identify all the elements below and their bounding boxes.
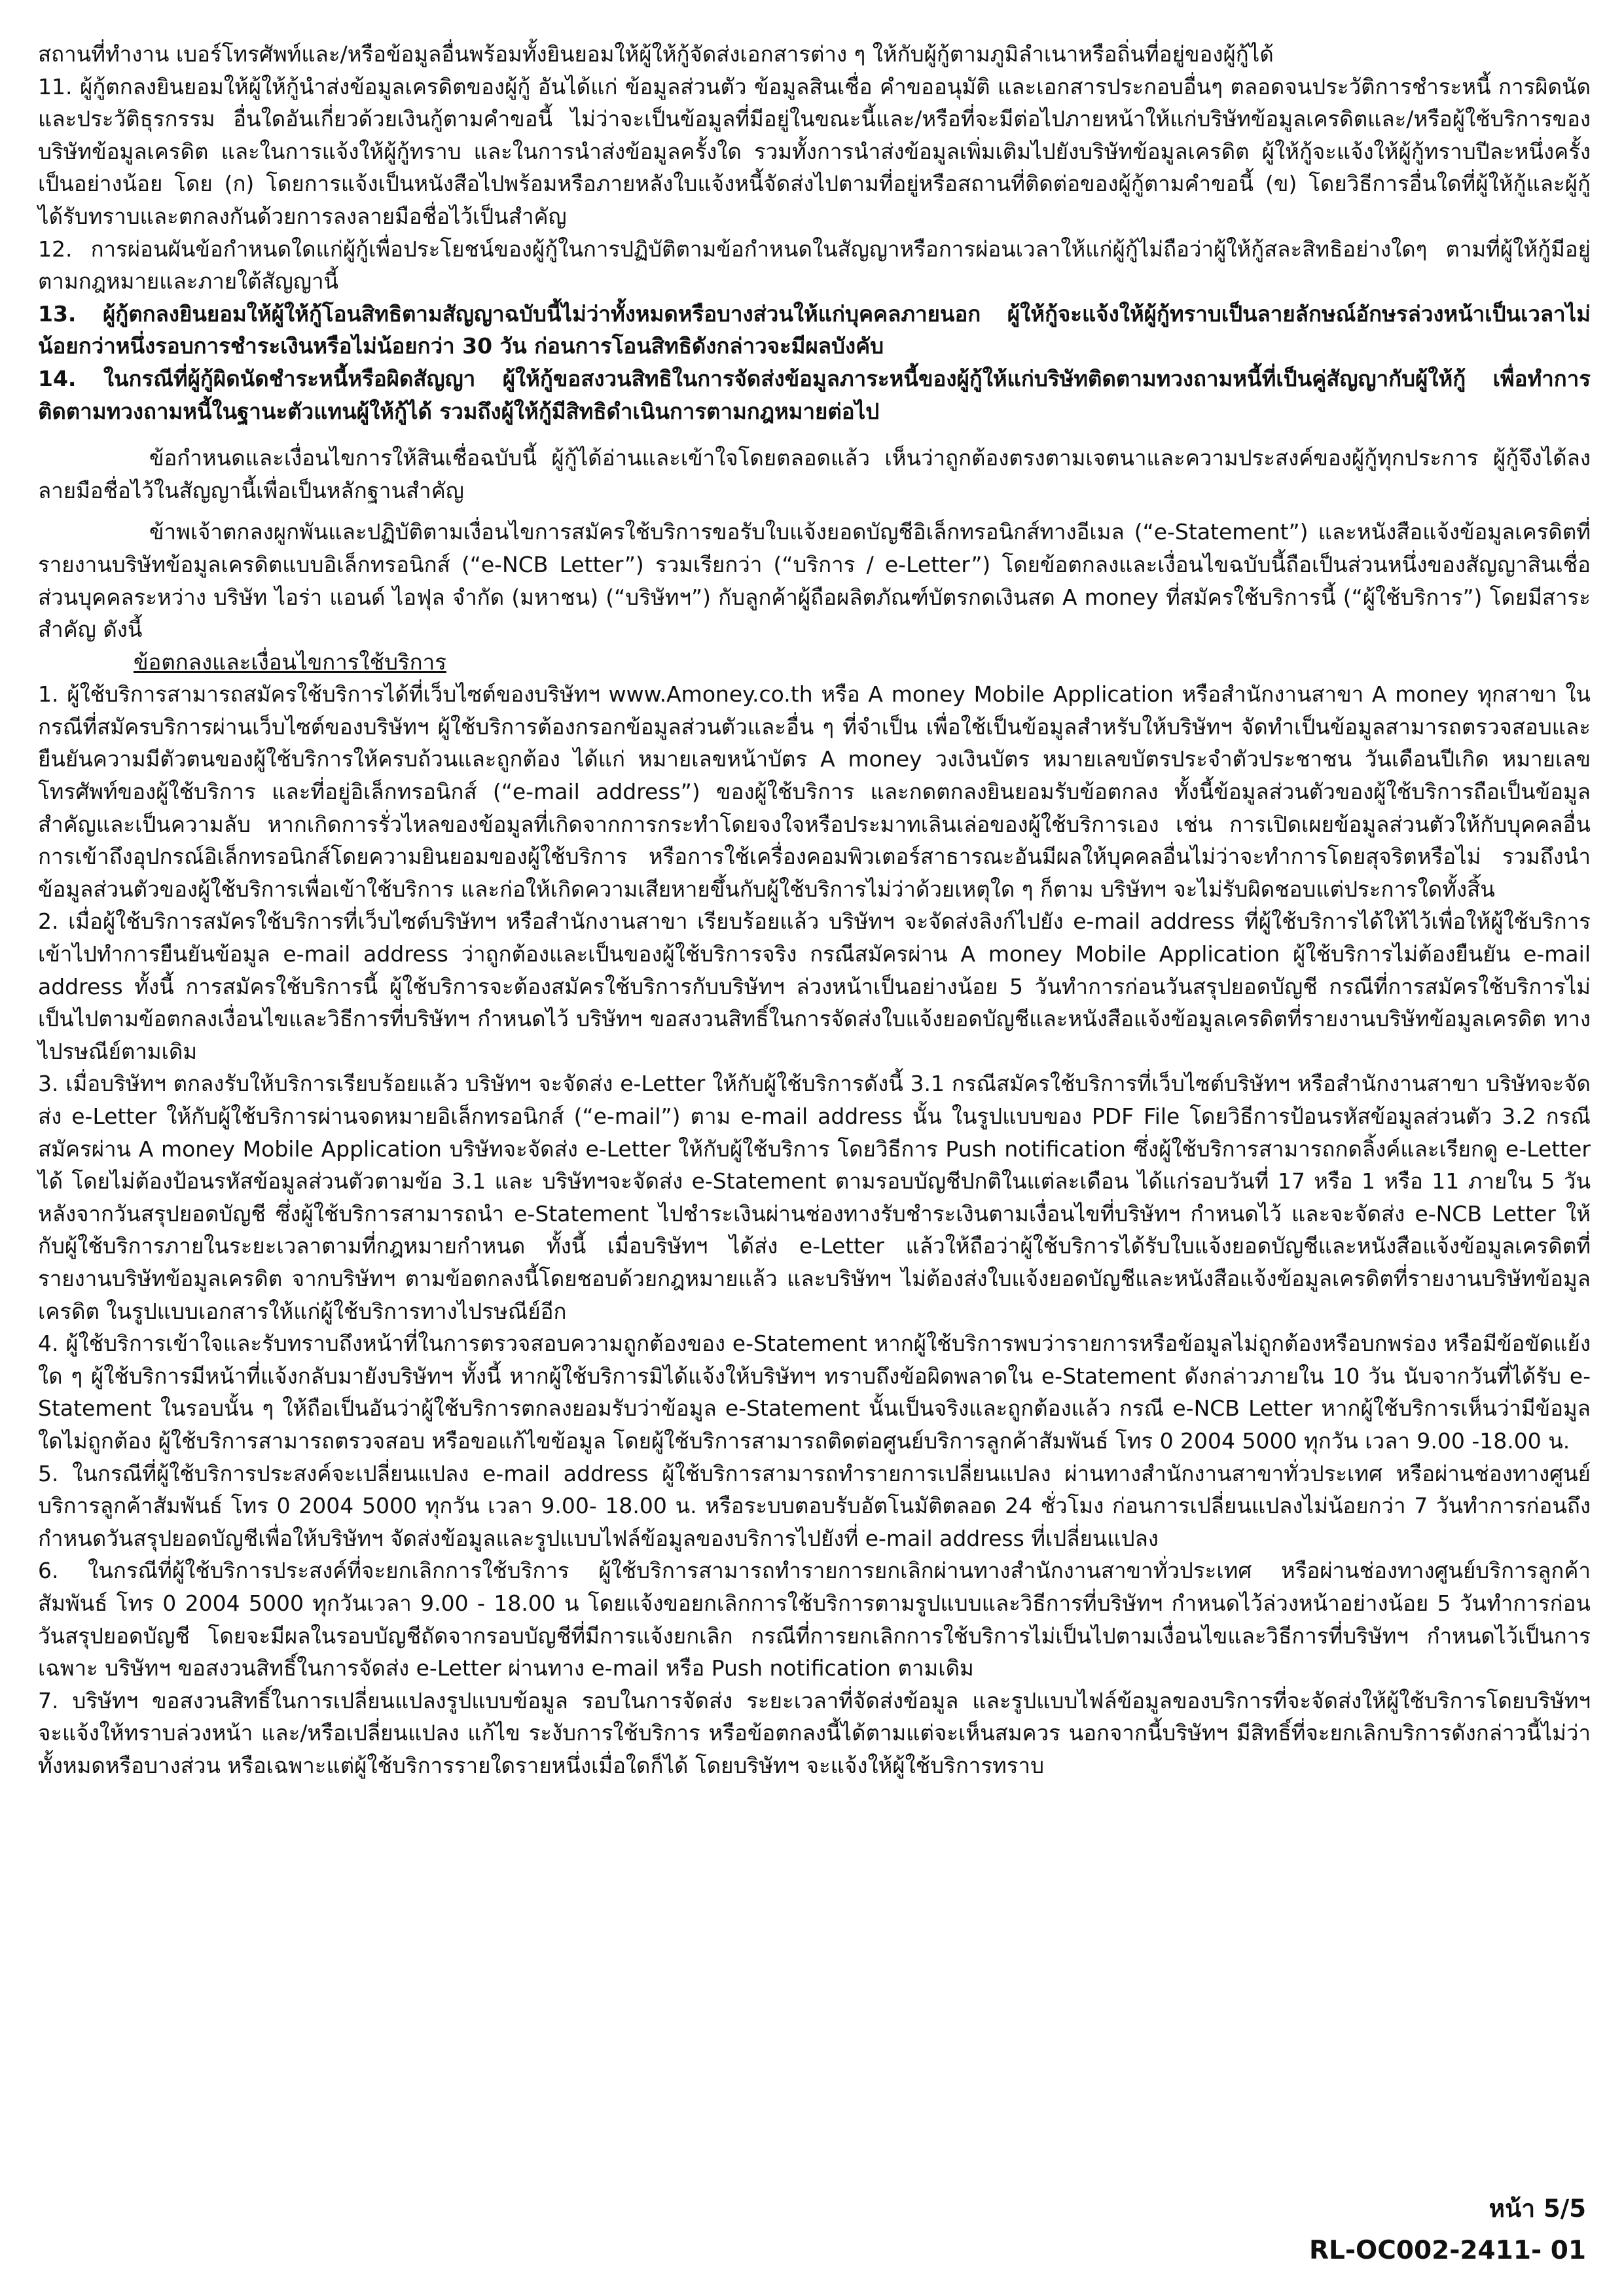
clause-13: 13. ผู้กู้ตกลงยินยอมให้ผู้ให้กู้โอนสิทธิตามสัญญาฉบับนี้ไม่ว่าทั้งหมดหรือบางส่วนให้แก่บุคคลภายนอก ผู้ให้กู้จะแจ้งให้ผู้กู้ทราบเป็นลายลักษณ์อักษรล่วงหน้าเป็นเวลาไม่น้อยกว่าหนึ่งรอบการชำระเงินหรือไม่น้อยกว่า 30 วัน ก่อนการโอนสิทธิดังกล่าวจะมีผลบังคับ xyxy=(38,300,1591,359)
clause-11: 11. ผู้กู้ตกลงยินยอมให้ผู้ให้กู้นำส่งข้อมูลเครดิตของผู้กู้ อันได้แก่ ข้อมูลส่วนตัว ข้อมูลสินเชื่อ คำขออนุมัติ และเอกสารประกอบอื่นๆ ตลอดจนประวัติการชำระหนี้ การผิดนัด และประวัติธุรกรรม อื่นใดอันเกี่ยวด้วยเงินกู้ตามคำขอนี้ ไม่ว่าจะเป็นข้อมูลที่มีอยู่ในขณะนี้และ/หรือที่จะมีต่อไปภายหน้าให้แก่บริษัทข้อมูลเครดิตและ/หรือผู้ใช้บริการของบริษัทข้อมูลเครดิต และในการแจ้งให้ผู้กู้ทราบ และในการนำส่งข้อมูลครั้งใด รวมทั้งการนำส่งข้อมูลเพิ่มเติมไปยังบริษัทข้อมูลเครดิต ผู้ให้กู้จะแจ้งให้ผู้กู้ทราบปีละหนึ่งครั้งเป็นอย่างน้อย โดย (ก) โดยการแจ้งเป็นหนังสือไปพร้อมหรือภายหลังใบแจ้งหนี้จัดส่งไปตามที่อยู่หรือสถานที่ติดต่อของผู้กู้ตามคำขอนี้ (ข) โดยวิธีการอื่นใดที่ผู้ให้กู้และผู้กู้ได้รับทราบและตกลงกันด้วยการลงลายมือชื่อไว้เป็นสำคัญ xyxy=(38,73,1591,229)
term-7: 7. บริษัทฯ ขอสงวนสิทธิ์ในการเปลี่ยนแปลงรูปแบบข้อมูล รอบในการจัดส่ง ระยะเวลาที่จัดส่งข้อมูล และรูปแบบไฟล์ข้อมูลของบริการที่จะจัดส่งให้ผู้ใช้บริการโดยบริษัทฯ จะแจ้งให้ทราบล่วงหน้า และ/หรือเปลี่ยนแปลง แก้ไข ระงับการใช้บริการ หรือข้อตกลงนี้ได้ตามแต่จะเห็นสมควร นอกจากนี้บริษัทฯ มีสิทธิ์ที่จะยกเลิกบริการดังกล่าวนี้ไม่ว่าทั้งหมดหรือบางส่วน หรือเฉพาะแต่ผู้ใช้บริการรายใดรายหนึ่งเมื่อใดก็ได้ โดยบริษัทฯ จะแจ้งให้ผู้ใช้บริการทราบ xyxy=(38,1687,1591,1778)
term-1: 1. ผู้ใช้บริการสามารถสมัครใช้บริการได้ที่เว็บไซต์ของบริษัทฯ www.Amoney.co.th หรือ A money Mobile Application หรือสำนักงานสาขา A money ทุกสาขา ในกรณีที่สมัครบริการผ่านเว็บไซต์ของบริษัทฯ ผู้ใช้บริการต้องกรอกข้อมูลส่วนตัวและอื่น ๆ ที่จำเป็น เพื่อใช้เป็นข้อมูลสำหรับให้บริษัทฯ จัดทำเป็นข้อมูลสามารถตรวจสอบและยืนยันความมีตัวตนของผู้ใช้บริการให้ครบถ้วนและถูกต้อง ได้แก่ หมายเลขหน้าบัตร A money วงเงินบัตร หมายเลขบัตรประจำตัวประชาชน วันเดือนปีเกิด หมายเลขโทรศัพท์ของผู้ใช้บริการ และที่อยู่อิเล็กทรอนิกส์ (“e-mail address”) ของผู้ใช้บริการ และกดตกลงยินยอมรับข้อตกลง ทั้งนี้ข้อมูลส่วนตัวของผู้ใช้บริการถือเป็นข้อมูลสำคัญและเป็นความลับ หากเกิดการรั่วไหลของข้อมูลที่เกิดจากการกระทำโดยจงใจหรือประมาทเลินเล่อของผู้ใช้บริการเอง เช่น การเปิดเผยข้อมูลส่วนตัวให้กับบุคคลอื่น การเข้าถึงอุปกรณ์อิเล็กทรอนิกส์โดยความยินยอมของผู้ใช้บริการ หรือการใช้เครื่องคอมพิวเตอร์สาธารณะอันมีผลให้บุคคลอื่นไม่ว่าจะทำการโดยสุจริตหรือไม่ รวมถึงนำข้อมูลส่วนตัวของผู้ใช้บริการเพื่อเข้าใช้บริการ และก่อให้เกิดความเสียหายขึ้นกับผู้ใช้บริการไม่ว่าด้วยเหตุใด ๆ ก็ตาม บริษัทฯ จะไม่รับผิดชอบแต่ประการใดทั้งสิ้น xyxy=(38,681,1591,902)
term-6: 6. ในกรณีที่ผู้ใช้บริการประสงค์ที่จะยกเลิกการใช้บริการ ผู้ใช้บริการสามารถทำรายการยกเลิกผ่านทางสำนักงานสาขาทั่วประเทศ หรือผ่านช่องทางศูนย์บริการลูกค้าสัมพันธ์ โทร 0 2004 5000 ทุกวันเวลา 9.00 - 18.00 น โดยแจ้งขอยกเลิกการใช้บริการตามรูปแบบและวิธีการที่บริษัทฯ กำหนดไว้ล่วงหน้าอย่างน้อย 5 วันทำการก่อนวันสรุปยอดบัญชี โดยจะมีผลในรอบบัญชีถัดจากรอบบัญชีที่มีการแจ้งยกเลิก กรณีที่การยกเลิกการใช้บริการไม่เป็นไปตามเงื่อนไขและวิธีการที่บริษัทฯ กำหนดไว้เป็นการเฉพาะ บริษัทฯ ขอสงวนสิทธิ์ในการจัดส่ง e-Letter ผ่านทาง e-mail หรือ Push notification ตามเดิม xyxy=(38,1558,1591,1681)
clause-14: 14. ในกรณีที่ผู้กู้ผิดนัดชำระหนี้หรือผิดสัญญา ผู้ให้กู้ขอสงวนสิทธิในการจัดส่งข้อมูลภาระหนี้ของผู้กู้ให้แก่บริษัทติดตามทวงถามหนี้ที่เป็นคู่สัญญากับผู้ให้กู้ เพื่อทำการติดตามทวงถามหนี้ในฐานะตัวแทนผู้ให้กู้ได้ รวมถึงผู้ให้กู้มีสิทธิดำเนินการตามกฎหมายต่อไป xyxy=(38,365,1591,424)
term-4: 4. ผู้ใช้บริการเข้าใจและรับทราบถึงหน้าที่ในการตรวจสอบความถูกต้องของ e-Statement หากผู้ใช้บริการพบว่ารายการหรือข้อมูลไม่ถูกต้องหรือบกพร่อง หรือมีข้อขัดแย้งใด ๆ ผู้ใช้บริการมีหน้าที่แจ้งกลับมายังบริษัทฯ ทั้งนี้ หากผู้ใช้บริการมิได้แจ้งให้บริษัทฯ ทราบถึงข้อผิดพลาดใน e-Statement ดังกล่าวภายใน 10 วัน นับจากวันที่ได้รับ e-Statement ในรอบนั้น ๆ ให้ถือเป็นอันว่าผู้ใช้บริการตกลงยอมรับว่าข้อมูล e-Statement นั้นเป็นจริงและถูกต้องแล้ว กรณี e-NCB Letter หากผู้ใช้บริการเห็นว่ามีข้อมูลใดไม่ถูกต้อง ผู้ใช้บริการสามารถตรวจสอบ หรือขอแก้ไขข้อมูล โดยผู้ใช้บริการสามารถติดต่อศูนย์บริการลูกค้าสัมพันธ์ โทร 0 2004 5000 ทุกวัน เวลา 9.00 -18.00 น. xyxy=(38,1331,1591,1454)
term-3: 3. เมื่อบริษัทฯ ตกลงรับให้บริการเรียบร้อยแล้ว บริษัทฯ จะจัดส่ง e-Letter ให้กับผู้ใช้บริการดังนี้ 3.1 กรณีสมัครใช้บริการที่เว็บไซต์บริษัทฯ หรือสำนักงานสาขา บริษัทจะจัดส่ง e-Letter ให้กับผู้ใช้บริการผ่านจดหมายอิเล็กทรอนิกส์ (“e-mail”) ตาม e-mail address นั้น ในรูปแบบของ PDF File โดยวิธีการป้อนรหัสข้อมูลส่วนตัว 3.2 กรณีสมัครผ่าน A money Mobile Application บริษัทจะจัดส่ง e-Letter ให้กับผู้ใช้บริการ โดยวิธีการ Push notification ซึ่งผู้ใช้บริการสามารถกดลิ้งค์และเรียกดู e-Letter ได้ โดยไม่ต้องป้อนรหัสข้อมูลส่วนตัวตามข้อ 3.1 และ บริษัทฯจะจัดส่ง e-Statement ตามรอบบัญชีปกติในแต่ละเดือน ได้แก่รอบวันที่ 17 หรือ 1 หรือ 11 ภายใน 5 วัน หลังจากวันสรุปยอดบัญชี ซึ่งผู้ใช้บริการสามารถนำ e-Statement ไปชำระเงินผ่านช่องทางรับชำระเงินตามเงื่อนไขที่บริษัทฯ กำหนดไว้ และจะจัดส่ง e-NCB Letter ให้กับผู้ใช้บริการภายในระยะเวลาตามที่กฎหมายกำหนด ทั้งนี้ เมื่อบริษัทฯ ได้ส่ง e-Letter แล้วให้ถือว่าผู้ใช้บริการได้รับใบแจ้งยอดบัญชีและหนังสือแจ้งข้อมูลเครดิตที่รายงานบริษัทข้อมูลเครดิต จากบริษัทฯ ตามข้อตกลงนี้โดยชอบด้วยกฎหมายแล้ว และบริษัทฯ ไม่ต้องส่งใบแจ้งยอดบัญชีและหนังสือแจ้งข้อมูลเครดิตที่รายงานบริษัทข้อมูลเครดิต ในรูปแบบเอกสารให้แก่ผู้ใช้บริการทางไปรษณีย์อีก xyxy=(38,1071,1591,1324)
service-intro-paragraph: ข้าพเจ้าตกลงผูกพันและปฏิบัติตามเงื่อนไขการสมัครใช้บริการขอรับใบแจ้งยอดบัญชีอิเล็กทรอนิกส์ทางอีเมล (“e-Statement”) และหนังสือแจ้งข้อมูลเครดิตที่รายงานบริษัทข้อมูลเครดิตแบบอิเล็กทรอนิกส์ (“e-NCB Letter”) รวมเรียกว่า (“บริการ / e-Letter”) โดยข้อตกลงและเงื่อนไขฉบับนี้ถือเป็นส่วนหนึ่งของสัญญาสินเชื่อส่วนบุคคลระหว่าง บริษัท ไอร่า แอนด์ ไอฟุล จำกัด (มหาชน) (“บริษัทฯ”) กับลูกค้าผู้ถือผลิตภัณฑ์บัตรกดเงินสด A money ที่สมัครใช้บริการนี้ (“ผู้ใช้บริการ”) โดยมีสาระสำคัญ ดังนี้ xyxy=(38,519,1591,643)
spacer xyxy=(38,427,1591,442)
term-2: 2. เมื่อผู้ใช้บริการสมัครใช้บริการที่เว็บไซต์บริษัทฯ หรือสำนักงานสาขา เรียบร้อยแล้ว บริษัทฯ จะจัดส่งลิงก์ไปยัง e-mail address ที่ผู้ใช้บริการได้ให้ไว้เพื่อให้ผู้ใช้บริการเข้าไปทำการยืนยันข้อมูล e-mail address ว่าถูกต้องและเป็นของผู้ใช้บริการจริง กรณีสมัครผ่าน A money Mobile Application ผู้ใช้บริการไม่ต้องยืนยัน e-mail address ทั้งนี้ การสมัครใช้บริการนี้ ผู้ใช้บริการจะต้องสมัครใช้บริการกับบริษัทฯ ล่วงหน้าเป็นอย่างน้อย 5 วันทำการก่อนวันสรุปยอดบัญชี กรณีที่การสมัครใช้บริการไม่เป็นไปตามข้อตกลงเงื่อนไขและวิธีการที่บริษัทฯ กำหนดไว้ บริษัทฯ ขอสงวนสิทธิ์ในการจัดส่งใบแจ้งยอดบัญชีและหนังสือแจ้งข้อมูลเครดิตที่รายงานบริษัทข้อมูลเครดิต ทางไปรษณีย์ตามเดิม xyxy=(38,908,1591,1064)
page-number: หน้า 5/5 xyxy=(1489,2195,1586,2223)
terms-heading: ข้อตกลงและเงื่อนไขการใช้บริการ xyxy=(134,649,446,675)
clause-12: 12. การผ่อนผันข้อกำหนดใดแก่ผู้กู้เพื่อประโยชน์ของผู้กู้ในการปฏิบัติตามข้อกำหนดในสัญญาหรือการผ่อนเวลาให้แก่ผู้กู้ไม่ถือว่าผู้ให้กู้สละสิทธิอย่างใดๆ ตามที่ผู้ให้กู้มีอยู่ตามกฎหมายและภายใต้สัญญานี้ xyxy=(38,236,1591,295)
acknowledgement-paragraph: ข้อกำหนดและเงื่อนไขการให้สินเชื่อฉบับนี้ ผู้กู้ได้อ่านและเข้าใจโดยตลอดแล้ว เห็นว่าถูกต้องตรงตามเจตนาและความประสงค์ของผู้กู้ทุกประการ ผู้กู้จึงได้ลงลายมือชื่อไว้ในสัญญานี้เพื่อเป็นหลักฐานสำคัญ xyxy=(38,445,1591,503)
spacer xyxy=(38,507,1591,516)
term-5: 5. ในกรณีที่ผู้ใช้บริการประสงค์จะเปลี่ยนแปลง e-mail address ผู้ใช้บริการสามารถทำรายการเปลี่ยนแปลง ผ่านทางสำนักงานสาขาทั่วประเทศ หรือผ่านช่องทางศูนย์บริการลูกค้าสัมพันธ์ โทร 0 2004 5000 ทุกวัน เวลา 9.00- 18.00 น. หรือระบบตอบรับอัตโนมัติตลอด 24 ชั่วโมง ก่อนการเปลี่ยนแปลงไม่น้อยกว่า 7 วันทำการก่อนถึงกำหนดวันสรุปยอดบัญชีเพื่อให้บริษัทฯ จัดส่งข้อมูลและรูปแบบไฟล์ข้อมูลของบริการไปยังที่ e-mail address ที่เปลี่ยนแปลง xyxy=(38,1460,1591,1551)
intro-fragment: สถานที่ทำงาน เบอร์โทรศัพท์และ/หรือข้อมูลอื่นพร้อมทั้งยินยอมให้ผู้ให้กู้จัดส่งเอกสารต่าง ๆ ให้กับผู้กู้ตามภูมิลำเนาหรือถิ่นที่อยู่ของผู้กู้ได้ xyxy=(38,41,1274,67)
document-code: RL-OC002-2411- 01 xyxy=(1308,2236,1586,2265)
document-page xyxy=(38,38,1591,2276)
